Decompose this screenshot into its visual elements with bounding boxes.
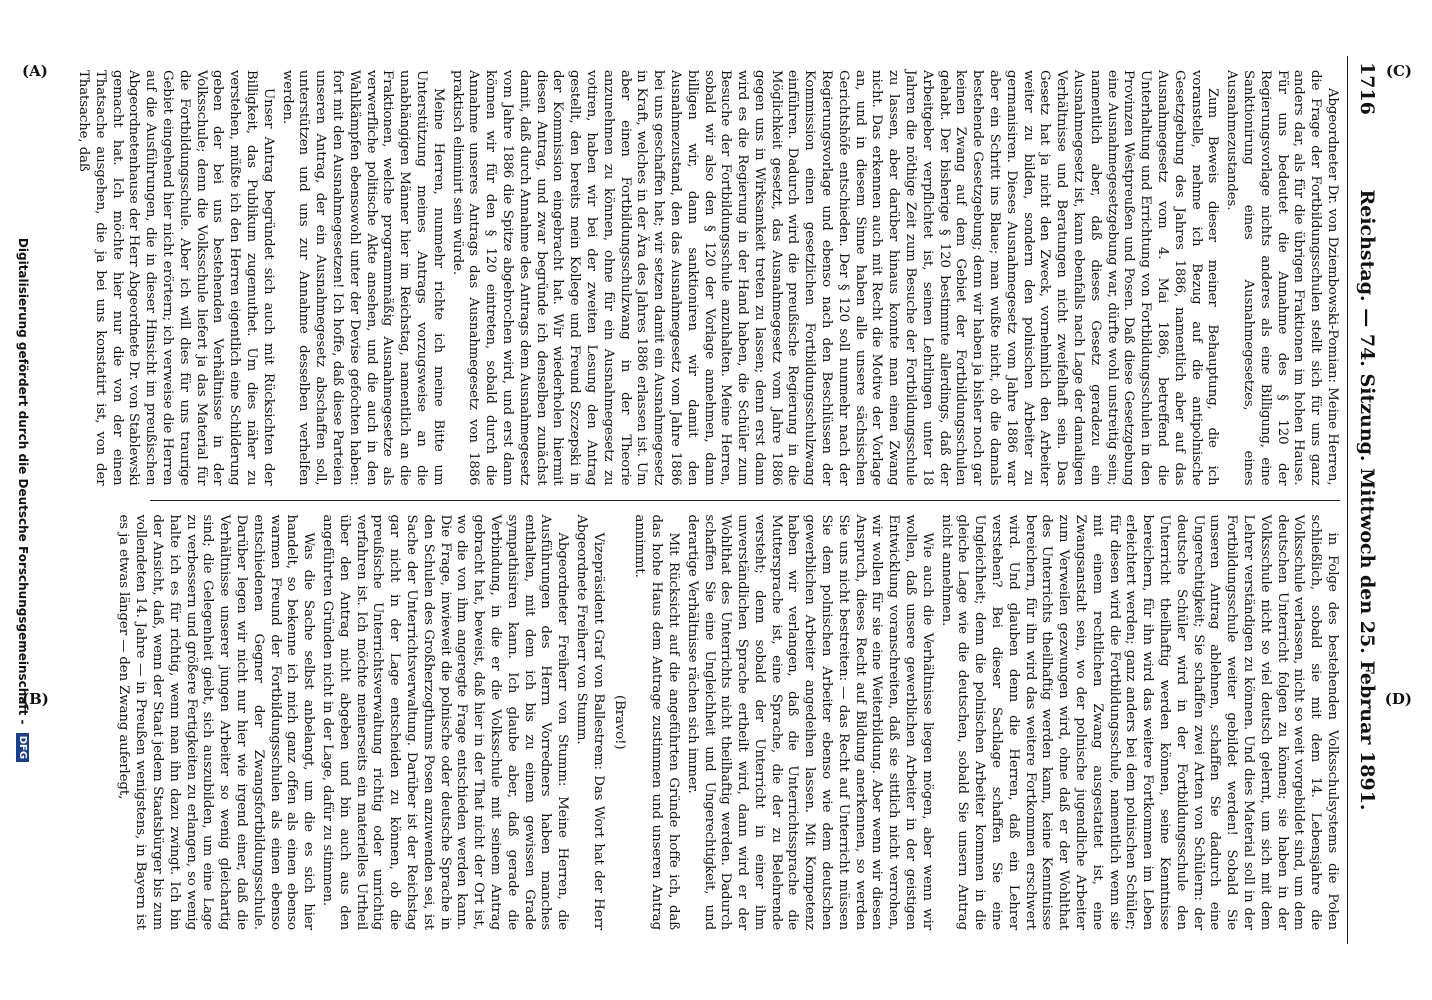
- margin-marker-a: (A): [22, 62, 48, 80]
- page-number: 1716: [1356, 62, 1378, 115]
- right-column: [116, 500, 1340, 945]
- digitization-footer: [8, 0, 30, 1000]
- left-paragraph: Zum Beweis dieser meiner Behauptung, die ich voranstelle, nehme ich Bezug auf die antipolnische Gesetzgebung des Jahres 1886, namentlich aber auf das Ausnahmegesetz vom 4. Mai 1886, betreffend die Unterhaltung und Errichtung von Fortbildungsschulen in den Provinzen Westpreußen und Posen. Daß diese Gesetzgebung eine Ausnahmegesetzgebung war, dürfte wohl unstreitig sein; namentlich aber, daß dieses Gesetz geradezu ein Ausnahmegesetz ist, kann ebenfalls nach Lage der damaligen Verhältnisse und Beratungen nicht zweifelhaft sein. Das Gesetz hat ja nicht den Zweck, vornehmlich den Arbeiter weiter zu bilden, sondern den polnischen Arbeiter zu germanisiren. Dieses Ausnahmegesetz vom Jahre 1886 war aber ein Schritt ins Blaue; man wußte nicht, ob die damals bestehende Gesetzgebung; denn wir haben ja bisher noch gar keinen Zwang auf dem Gebiet der Fortbildungsschulen gehabt. Der bisherige § 120 bestimmte allerdings, daß der Arbeitgeber verpflichtet ist, seinen Lehrlingen unter 18 Jahren die nöthige Zeit zum Besuche der Fortbildungsschule zu lassen, aber darüber hinaus konnte man einen Zwang nicht. Das erkennen auch mit Recht die Motive der Vorlage an, und in diesem Sinne haben alle unsere sächsischen Gerichtshöfe entschieden. Der § 120 soll nunmehr nach der Regierungsvorlage und ebenso nach den Beschlüssen der Kommission einen gesetzlichen Fortbildungsschulzwang einführen. Dadurch wird die preußische Regierung in die Möglichkeit gesetzt, das Ausnahmegesetz vom Jahre 1886 gegen uns in Wirksamkeit treten zu lassen; denn erst dann wird es die Regierung in der Hand haben, die Schüler zum Besuche der Fortbildungsschule anzuhalten. Meine Herren, sobald wir also den § 120 der Vorlage annehmen, dann billigen wir, dann sanktioniren wir damit den Ausnahmezustand, den das Ausnahmegesetz vom Jahre 1886 bei uns geschaffen hat; wir setzen damit ein Ausnahmegesetz in Kraft, welches in der Ära des Jahres 1886 erlassen ist. Um aber einen Fortbildungsschulzwang in der Theorie anzunehmen zu können, ohne für ein Ausnahmegesetz zu votiren, haben wir bei der zweiten Lesung den Antrag gestellt, den bereits mein Kollege und Freund Szczepski in der Kommission eingebracht hat. Wir wiederholen hiermit diesen Antrag, und zwar begründe ich denselben zunächst damit, daß durch Annahme des Antrags dem Ausnahmegesetz vom Jahre 1886 die Spitze abgebrochen wird, und erst dann können wir für den § 120 eintreten, sobald durch die Annahme unseres Antrags das Ausnahmegesetz von 1886 praktisch eliminirt sein würde.: [449, 70, 1221, 486]
- right-paragraph: in Folge des bestehenden Volksschulsystems die Polen schließlich, sobald sie mit dem 14. Lebensjahre die Volksschule verlassen, nicht so weit vorgebildet sind, um dem deutschen Unterricht folgen zu können; sie haben in der Volksschule nicht so viel deutsch gelernt, um sich mit dem Lehrer verständigen zu können. Und dies Material soll in der Fortbildungsschule weiter gebildet werden! Sobald Sie unseren Antrag ablehnen, schaffen Sie dadurch eine Ungerechtigkeit; Sie schaffen zwei Arten von Schülern: der deutsche Schüler wird in der Fortbildungsschule den Unterricht theilhaftig werden können, seine Kenntnisse bereichern, für ihn wird das weitere Fortkommen im Leben erleichtert werden; ganz anders bei dem polnischen Schüler; für diesen wird die Fortbildungsschule, namentlich wenn sie mit einem rechtlichen Zwang ausgestattet ist, eine Zwangsanstalt sein, wo der polnische jugendliche Arbeiter zum Verweilen gezwungen wird, ohne daß er der Wohlthat des Unterrichts theilhaftig werden kann, keine Kenntnisse bereichern, für ihn wird das weitere Fortkommen erschwert wird. Und glauben denn die Herren, daß ein Lehrer verstehen? Bei dieser Sachlage schaffen Sie eine Ungleichheit; denn die polnischen Arbeiter kommen in die gleiche Lage wie die deutschen, sobald Sie unsern Antrag nicht annehmen.: [938, 514, 1340, 930]
- page-header: [1347, 56, 1382, 944]
- footer-text: Digitalisierung gefördert durch die Deutsche Forschungsgemeinschaft -: [16, 237, 30, 725]
- left-paragraph: Abgeordneter Dr. von Dziembowski-Pomian: Meine Herren, die Frage der Fortbildungsschulen stellt sich für uns ganz anders dar, als für die übrigen Fraktionen im hohen Hause. Für uns bedeutet die Annahme des § 120 der Regierungsvorlage nichts anderes als eine Billigung, eine Sanktionirung eines Ausnahmegesetzes, eines Ausnahmezustandes.: [1224, 70, 1340, 486]
- right-paragraph: Vizepräsident Graf von Ballestrem: Das Wort hat der Herr Abgeordnete Freiherr von Stumm.: [573, 514, 606, 930]
- right-paragraph: Abgeordneter Freiherr von Stumm: Meine Herren, die Ausführungen des Herrn Vorredners haben manches enthalten, mit dem ich bis zu einem gewissen Grade sympathisiren kann. Ich glaube aber, daß gerade die Verbindung, in die er die Volksschule mit seinem Antrag gebracht hat, beweist, daß hier in der That nicht der Ort ist, wo die von ihm angeregte Frage entschieden werden kann. Die Frage, inwieweit die polnische oder deutsche Sprache in den Schulen des Großherzogthums Posen anzuwenden sei, ist Sache der Unterrichtsverwaltung. Darüber ist der Reichstag gar nicht in der Lage entscheiden zu können, ob die preußische Unterrichtsverwaltung richtig oder unrichtig verfahren ist. Ich möchte meinerseits ein materielles Urtheil über den Antrag nicht abgeben und bin auch aus den angeführten Gründen nicht in der Lage, dafür zu stimmen.: [319, 514, 571, 930]
- dfg-logo: DFG: [16, 733, 29, 762]
- right-paragraph: (Bravo!): [611, 695, 627, 750]
- right-paragraph: Wie auch die Verhältnisse liegen mögen, aber wenn wir wollen, daß unsere gewerblichen Arbeiter in der geistigen Entwicklung voranschreiten, daß sie sittlich nicht verrohen, wir wollen für sie eine Weiterbildung. Aber wenn wir diesen Anspruch, dieses Recht auf Bildung anerkennen, so werden Sie uns nicht bestreiten: — das Recht auf Unterricht müssen Sie dem polnischen Arbeiter ebenso wie dem deutschen gewerblichen Arbeiter angedeihen lassen. Mit Kompetenz haben wir verlangen, daß die Unterrichtssprache die Muttersprache ist, eine Sprache, die der zu Belehrende versteht; denn sobald der Unterricht in einer ihm unverständlichen Sprache ertheilt wird, dann wird er der Wohlthat des Unterrichts nicht theilhaftig werden. Dadurch schaffen Sie eine Ungleichheit und Ungerechtigkeit, und derartige Verhältnisse rächen sich immer.: [684, 514, 935, 930]
- margin-marker-d: (D): [1384, 690, 1412, 708]
- page-title: Reichstag. — 74. Sitzung. Mittwoch den 25. Februar 1891.: [1356, 189, 1378, 811]
- right-paragraph: Was die Sache selbst anbelangt, um die es sich hier handelt, so bekenne ich mich ganz offen als einen ebenso warmen Freund der Fortbildungsschulen als einen ebenso entschiedenen Gegner der Zwangsfortbildungsschule. Darüber legen wir nicht nur hier wie irgend einer, daß die Verhältnisse unserer jungen Arbeiter so wenig gleichartig sind; die Gelegenheit giebt, sich auszubilden, um eine Lage zu verbessern und größere Fertigkeiten zu erlangen, so wenig halte ich es für richtig, wenn man ihn dazu zwingt. Ich bin der Ansicht, daß, wenn der Staat jedem Staatsbürger bis zum vollendeten 14. Jahre — in Preußen wenigstens, in Bayern ist es ja etwas länger — den Zwang auferlegt,: [116, 514, 317, 930]
- left-column: [76, 56, 1340, 500]
- left-paragraph: Unser Antrag begründet sich auch mit Rücksichten der Billigkeit, das Publikum zugemuthet. Um dies näher zu verstehen, müßte ich den Herren eigentlich eine Schilderung geben der bei uns bestehenden Verhältnisse in der Volksschule; denn die Volksschule liefert ja das Material für die Fortbildungsschule. Aber ich will dies für uns traurige Gebiet eingehend hier nicht erörtern; ich verweise die Herren auf die Ausführungen, die in dieser Hinsicht im preußischen Abgeordnetenhause der Herr Abgeordnete Dr. von Stablewski gemacht hat. Ich möchte hier nur die von der einen Thatsache ausgehen, die ja bei uns konstatirt ist, von der Thatsache, daß: [76, 70, 276, 486]
- margin-marker-c: (C): [1385, 62, 1412, 80]
- right-paragraph: Mit Rücksicht auf die angeführten Gründe hoffe ich, daß das hohe Haus dem Antrage zustimmen und unseren Antrag annimmt.: [632, 514, 681, 930]
- left-paragraph: Meine Herren, nunmehr richte ich meine Bitte um Unterstützung meines Antrags vorzugsweise an die unabhängigen Männer hier im Reichstag, namentlich an die Fraktionen, welche programmmäßig Ausnahmegesetze als verwerfliche politische Akte ansehen, und die auch in den Wahlkämpfen ebensowohl unter der Devise gefochten haben: fort mit den Ausnahmegesetzen! Ich hoffe, daß diese Parteien unseren Antrag, der ein Ausnahmegesetz abschaffen soll, unterstützen und uns zur Annahme desselben verhelfen werden.: [279, 70, 446, 486]
- margin-marker-b: (B): [22, 690, 49, 708]
- text-columns: [76, 56, 1340, 944]
